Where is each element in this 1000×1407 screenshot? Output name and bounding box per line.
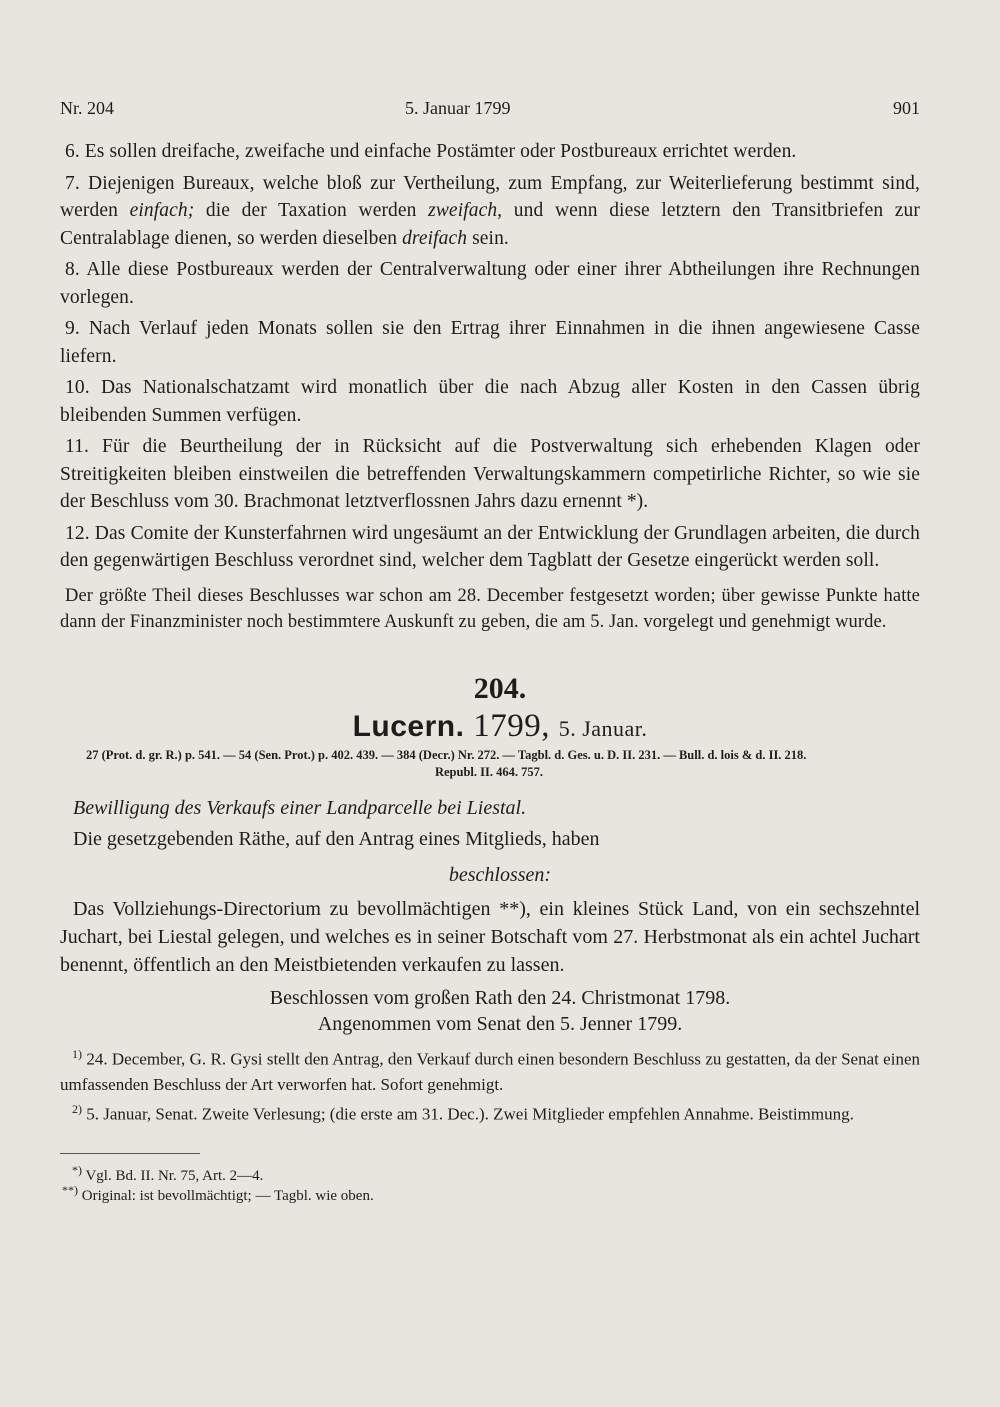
footnote-2-mark: **) [62,1183,78,1197]
footnote-1-text: Vgl. Bd. II. Nr. 75, Art. 2—4. [82,1168,264,1184]
resolution-body: Das Vollziehungs-Directorium zu bevollmächtigen **), ein kleines Stück Land, von ein sechszehntel Juchart, bei Liestal gelegen, und welches es in seiner Botschaft vom 27. Herbstmonat als ein achtel Juchart benennt, öffentlich an den Meistbietenden verkaufen zu lassen. [60,898,920,976]
note-1-mark: 1) [72,1047,82,1061]
page-number: 901 [893,98,920,118]
passed-great-council: Beschlossen vom großen Rath den 24. Christmonat 1798. [269,987,731,1009]
header-date: 5. Januar 1799 [405,98,511,118]
references-line-1: 27 (Prot. d. gr. R.) p. 541. — 54 (Sen. Prot.) p. 402. 439. — 384 (Decr.) Nr. 272. — Tagbl. d. Ges. u. D. II. 231. — Bull. d. lois & d. II. 218. [86,748,807,762]
article-7-text-c: und wenn diese letztern den Transitbriefen zur Centralablage dienen, so werden dieselben [60,200,920,249]
document-subject: Bewilligung des Verkaufs einer Landparcelle bei Liestal. [73,797,527,819]
references-line-2: Republ. II. 464. 757. [434,765,543,779]
procedure-note-1 [60,1042,920,1097]
document-day: 5. Januar. [558,716,648,741]
procedure-note-2 [60,1097,920,1127]
note-1-text: 24. December, G. R. Gysi stellt den Antrag, den Verkauf durch einen besondern Beschluss zu gestatten, da der Senat einen umfassenden Beschluss der Art verworfen hat. Sofort genehmigt. [60,1049,920,1094]
article-7-einfach: einfach; [129,200,195,221]
footnote-1-mark: *) [72,1163,82,1177]
source-references [86,747,892,781]
document-intro: Die gesetzgebenden Räthe, auf den Antrag eines Mitglieds, haben [73,828,600,850]
article-7-zweifach: zweifach, [428,200,503,221]
header-document-number: Nr. 204 [60,98,114,118]
footnote-divider [60,1153,200,1154]
article-7-dreifach: dreifach [402,227,468,249]
footnote-2 [62,1180,862,1206]
resolved-heading: beschlossen: [448,864,552,886]
note-2-text: 5. Januar, Senat. Zweite Verlesung; (die erste am 31. Dec.). Zwei Mitglieder empfehlen Annahme. Beistimmung. [82,1104,854,1124]
preliminary-note: Der größte Theil dieses Beschlusses war schon am 28. December festgesetzt worden; über gewisse Punkte hatte dann der Finanzminister noch bestimmtere Auskunft zu geben, die am 5. Jan. vorgelegt und genehmigt wurde. [60,585,920,632]
article-8: 8. Alle diese Postbureaux werden der Centralverwaltung oder einer ihrer Abtheilungen ihre Rechnungen vorlegen. [60,259,920,308]
note-2-mark: 2) [72,1102,82,1116]
document-city: Lucern. [352,710,465,743]
document-place-date [0,708,1000,745]
footnote-2-text: Original: ist bevollmächtigt; — Tagbl. wie oben. [78,1188,374,1204]
running-header [60,98,920,126]
article-9: 9. Nach Verlauf jeden Monats sollen sie den Ertrag ihrer Einnahmen in die ihnen angewiesene Casse liefern. [60,318,920,367]
article-7-text-d: sein. [467,227,509,249]
article-11: 11. Für die Beurtheilung der in Rücksicht auf die Postverwaltung sich erhebenden Klagen oder Streitigkeiten bleiben einstweilen die betreffenden Verwaltungskammern competirliche Richter, so wie sie der Beschluss vom 30. Brachmonat letztverflossnen Jahrs dazu ernennt *). [60,436,920,512]
accepted-senate: Angenommen vom Senat den 5. Jenner 1799. [317,1013,683,1035]
article-10: 10. Das Nationalschatzamt wird monatlich über die nach Abzug aller Kosten in den Cassen übrig bleibenden Summen verfügen. [60,377,920,426]
article-12: 12. Das Comite der Kunsterfahrnen wird ungesäumt an der Entwicklung der Grundlagen arbeiten, die durch den gegenwärtigen Beschluss verordnet sind, welcher dem Tagblatt der Gesetze eingerückt werden soll. [60,522,920,571]
article-6: 6. Es sollen dreifache, zweifache und einfache Postämter oder Postbureaux errichtet werden. [65,141,797,162]
article-list [60,138,920,635]
document-number: 204. [473,672,527,705]
article-7-text-a: 7. Diejenigen Bureaux, welche bloß zur Vertheilung, zum Empfang, zur Weiterlieferung bestimmt sind, werden [60,172,920,221]
article-7 [60,170,920,253]
document-year: 1799, [473,708,550,744]
article-7-text-b: die der Taxation werden [194,200,429,221]
